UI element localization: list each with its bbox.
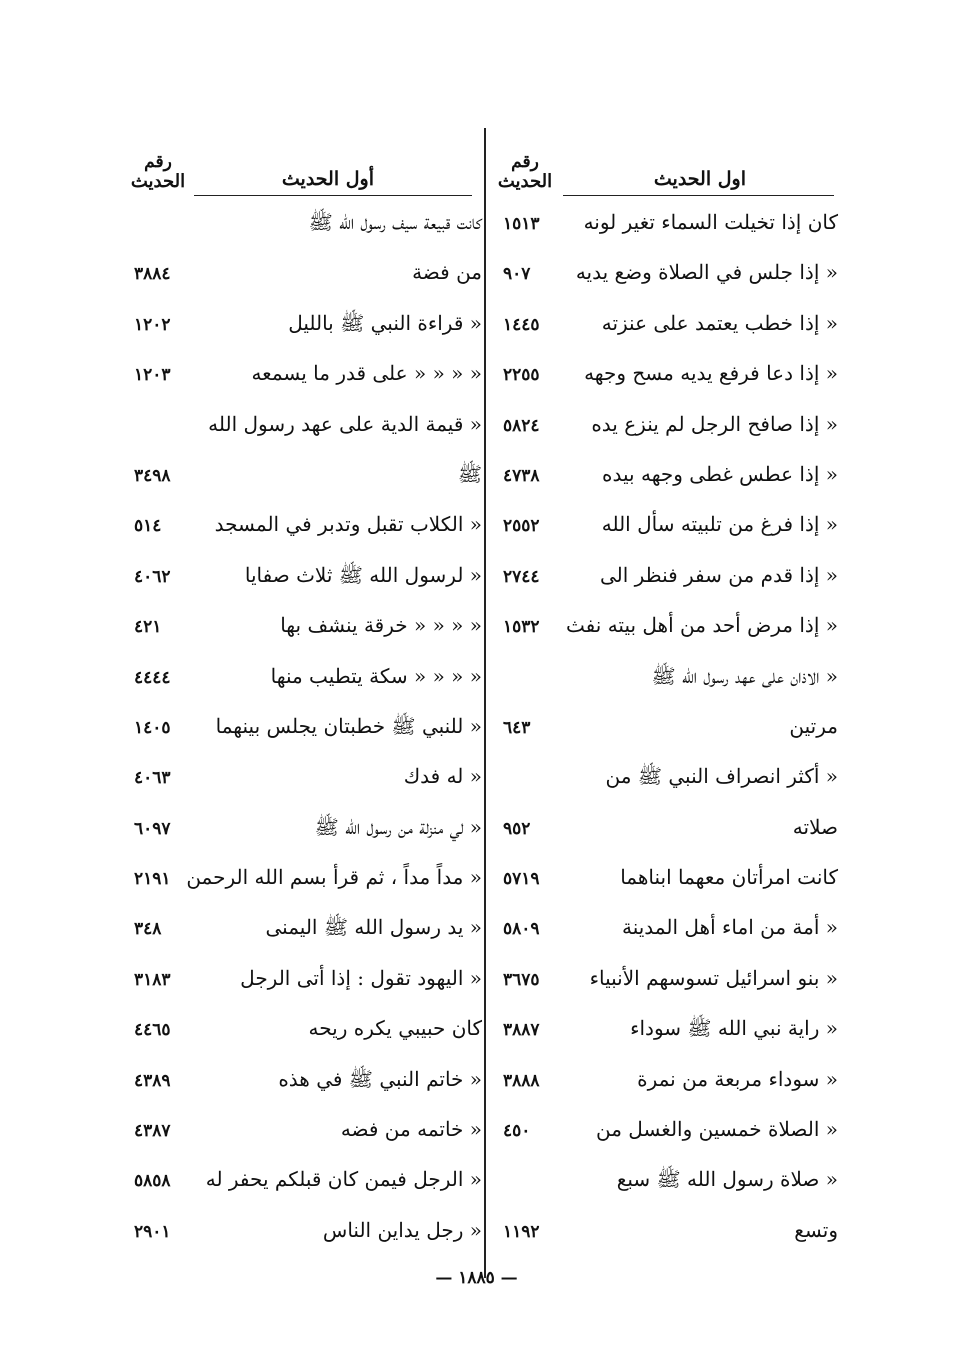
hadith-beginning: « بنو اسرائيل تسوسهم الأنبياء [589,965,838,990]
hadith-beginning: « الرجل فيمن كان قبلكم يحفر له [205,1167,482,1192]
hadith-beginning: « الاذان على عهد رسول الله ﷺ [651,663,838,688]
hadith-number: ٤٠٦٣ [134,768,171,789]
index-entry [126,750,482,800]
index-entry [126,1204,482,1254]
index-entry [126,952,482,1002]
index-entry [497,498,842,548]
hadith-number: ١٤٠٥ [134,717,171,738]
hadith-number: ١٤٤٥ [503,314,540,335]
hadith-beginning: « إذا دعا فرفع يديه مسح وجهه [584,361,838,386]
index-entry [497,952,842,1002]
left-column [126,140,482,1254]
hadith-number: ٣٤٨ [134,919,162,940]
hadith-beginning-heading: أول الحديث [281,168,374,190]
index-entry [497,901,842,951]
index-entry [497,448,842,498]
hadith-number: ١١٩٢ [503,1221,540,1242]
hadith-beginning: « خاتم النبي ﷺ في هذه [278,1066,482,1091]
hadith-beginning: ﷺ [457,461,482,486]
hadith-beginning-heading: اول الحديث [653,168,746,190]
hadith-number: ٦٠٩٧ [134,818,171,839]
hadith-number: ٤٣٨٩ [134,1070,171,1091]
hadith-beginning: وتسع [794,1217,838,1242]
hadith-number: ٥٧١٩ [503,869,540,890]
index-entry [497,801,842,851]
hadith-number: ٤٧٣٨ [503,465,540,486]
page-number: — ١٨٨٥ — [435,1268,518,1288]
right-column [497,140,842,1254]
hadith-number-heading-bottom: الحديث [497,171,553,192]
left-column-header [126,140,482,196]
hadith-beginning: « إذا صافح الرجل لم ينزع يده [591,411,838,436]
index-entry [126,398,482,448]
index-entry [497,750,842,800]
hadith-beginning: « « « « على قدر ما يسمعه [251,361,482,386]
hadith-beginning: « رجل يداين الناس [322,1217,482,1242]
hadith-number: ٢٢٥٥ [503,365,540,386]
index-entry [126,549,482,599]
hadith-beginning: « أكثر انصراف النبي ﷺ من [605,764,838,789]
index-entry [497,851,842,901]
hadith-number: ٩٥٢ [503,818,531,839]
hadith-number: ٢٧٤٤ [503,566,540,587]
hadith-number: ٣٨٨٤ [134,264,171,285]
index-entry [497,700,842,750]
index-entry [497,1002,842,1052]
index-entry [497,196,842,246]
hadith-beginning: « لي منزلة من رسول الله ﷺ [314,814,482,839]
hadith-beginning: « له فدك [403,764,482,789]
index-entry [497,347,842,397]
hadith-number: ٣٨٨٧ [503,1020,540,1041]
hadith-number-heading [497,152,553,192]
index-entry [126,347,482,397]
hadith-number: ٤٤٤٤ [134,667,171,688]
hadith-number-heading-top: رقم [511,152,539,172]
hadith-beginning: « صلاة رسول الله ﷺ سبع [616,1167,838,1192]
hadith-beginning: « سوداء مربعة من نمرة [637,1066,838,1091]
hadith-beginning: « يد رسول الله ﷺ اليمنى [265,915,482,940]
index-entry [126,599,482,649]
hadith-number-heading-bottom: الحديث [130,171,186,192]
hadith-beginning: « إذا مرض أحد من أهل بيته نفث [566,613,838,638]
hadith-beginning: « لرسول الله ﷺ ثلاث صفايا [244,562,482,587]
hadith-beginning: « الكلاب تقبل وتدبر في المسجد [214,512,482,537]
index-entry [126,498,482,548]
index-entry [126,650,482,700]
hadith-number: ١٢٠٢ [134,314,171,335]
hadith-number-heading [130,152,186,192]
hadith-number: ٤٠٦٢ [134,566,171,587]
index-entry [497,246,842,296]
hadith-beginning: كان إذا تخيلت السماء تغير لونه [583,210,838,234]
hadith-beginning: كان حبيبي يكره ريحه [308,1016,482,1041]
hadith-number: ٤٤٦٥ [134,1020,171,1041]
index-entry [497,1204,842,1254]
index-entry [126,1053,482,1103]
hadith-beginning: كانت امرأتان معهما ابناهما [620,865,838,890]
hadith-number: ٩٠٧ [503,264,531,285]
hadith-number: ٢١٩١ [134,869,171,890]
index-entry [497,1103,842,1153]
hadith-number: ١٥٣٢ [503,617,540,638]
hadith-number: ٤٢١ [134,617,162,638]
hadith-beginning: مرتين [789,713,838,738]
index-entry [126,901,482,951]
hadith-number: ٣٦٧٥ [503,969,540,990]
index-entry [497,650,842,700]
hadith-beginning: « قيمة الدية على عهد رسول الله [208,411,482,436]
right-column-entries [497,196,842,1254]
hadith-number: ٣٤٩٨ [134,465,171,486]
index-entry [126,700,482,750]
index-entry [126,1002,482,1052]
index-entry [126,801,482,851]
index-entry [497,549,842,599]
index-entry [126,246,482,296]
index-entry [126,1153,482,1203]
hadith-beginning: « اليهود تقول : إذا أتى الرجل [240,965,482,990]
hadith-number: ٣١٨٣ [134,969,171,990]
hadith-beginning: « مداً مداً ، ثم قرأ بسم الله الرحمن [186,865,482,890]
hadith-number: ٥٨٠٩ [503,919,540,940]
index-entry [497,1153,842,1203]
column-divider [484,128,486,1278]
hadith-number: ١٢٠٣ [134,365,171,386]
index-entry [126,1103,482,1153]
hadith-number: ١٥١٣ [503,214,540,234]
hadith-beginning: « إذا خطب يعتمد على عنزته [601,310,838,335]
hadith-number: ٥٨٥٨ [134,1171,171,1192]
hadith-number: ٥٨٢٤ [503,415,540,436]
hadith-beginning: « قراءة النبي ﷺ بالليل [288,310,482,335]
hadith-beginning: « إذا جلس في الصلاة وضع يديه [575,260,838,285]
index-entry [497,398,842,448]
hadith-beginning: « للنبي ﷺ خطبتان يجلس بينهما [215,713,482,738]
hadith-number: ٢٩٠١ [134,1221,171,1242]
index-entry [497,599,842,649]
hadith-number-heading-top: رقم [144,152,172,172]
hadith-number: ٤٥٠ [503,1121,531,1142]
index-entry [126,196,482,246]
hadith-beginning: « الصلاة خمسين والغسل من [596,1117,838,1142]
hadith-beginning: « إذا فرغ من تلبيته سأل الله [601,512,838,537]
hadith-number: ٣٨٨٨ [503,1070,540,1091]
right-column-header [497,140,842,196]
hadith-beginning: « أمة من اماء أهل المدينة [621,915,838,940]
hadith-beginning: من فضة [412,260,482,285]
hadith-number: ٦٤٣ [503,717,531,738]
hadith-beginning: « خاتمه من فضه [340,1117,482,1142]
hadith-number: ٢٥٥٢ [503,516,540,537]
hadith-beginning: كانت قبيعة سيف رسول الله ﷺ [308,210,482,234]
hadith-beginning: « راية نبي الله ﷺ سوداء [630,1016,838,1041]
index-entry [126,297,482,347]
hadith-beginning: « إذا عطس غطى وجهه بيده [602,461,838,486]
index-entry [126,851,482,901]
hadith-number: ٥١٤ [134,516,162,537]
hadith-number: ٤٣٨٧ [134,1121,171,1142]
index-entry [497,1053,842,1103]
hadith-beginning: « « « « سكة يتطيب منها [270,663,482,688]
hadith-beginning: صلاته [792,814,838,839]
left-column-entries [126,196,482,1254]
index-entry [126,448,482,498]
hadith-beginning: « إذا قدم من سفر فنظر الى [599,562,838,587]
hadith-beginning: « « « « خرقة ينشف بها [280,613,482,638]
index-entry [497,297,842,347]
